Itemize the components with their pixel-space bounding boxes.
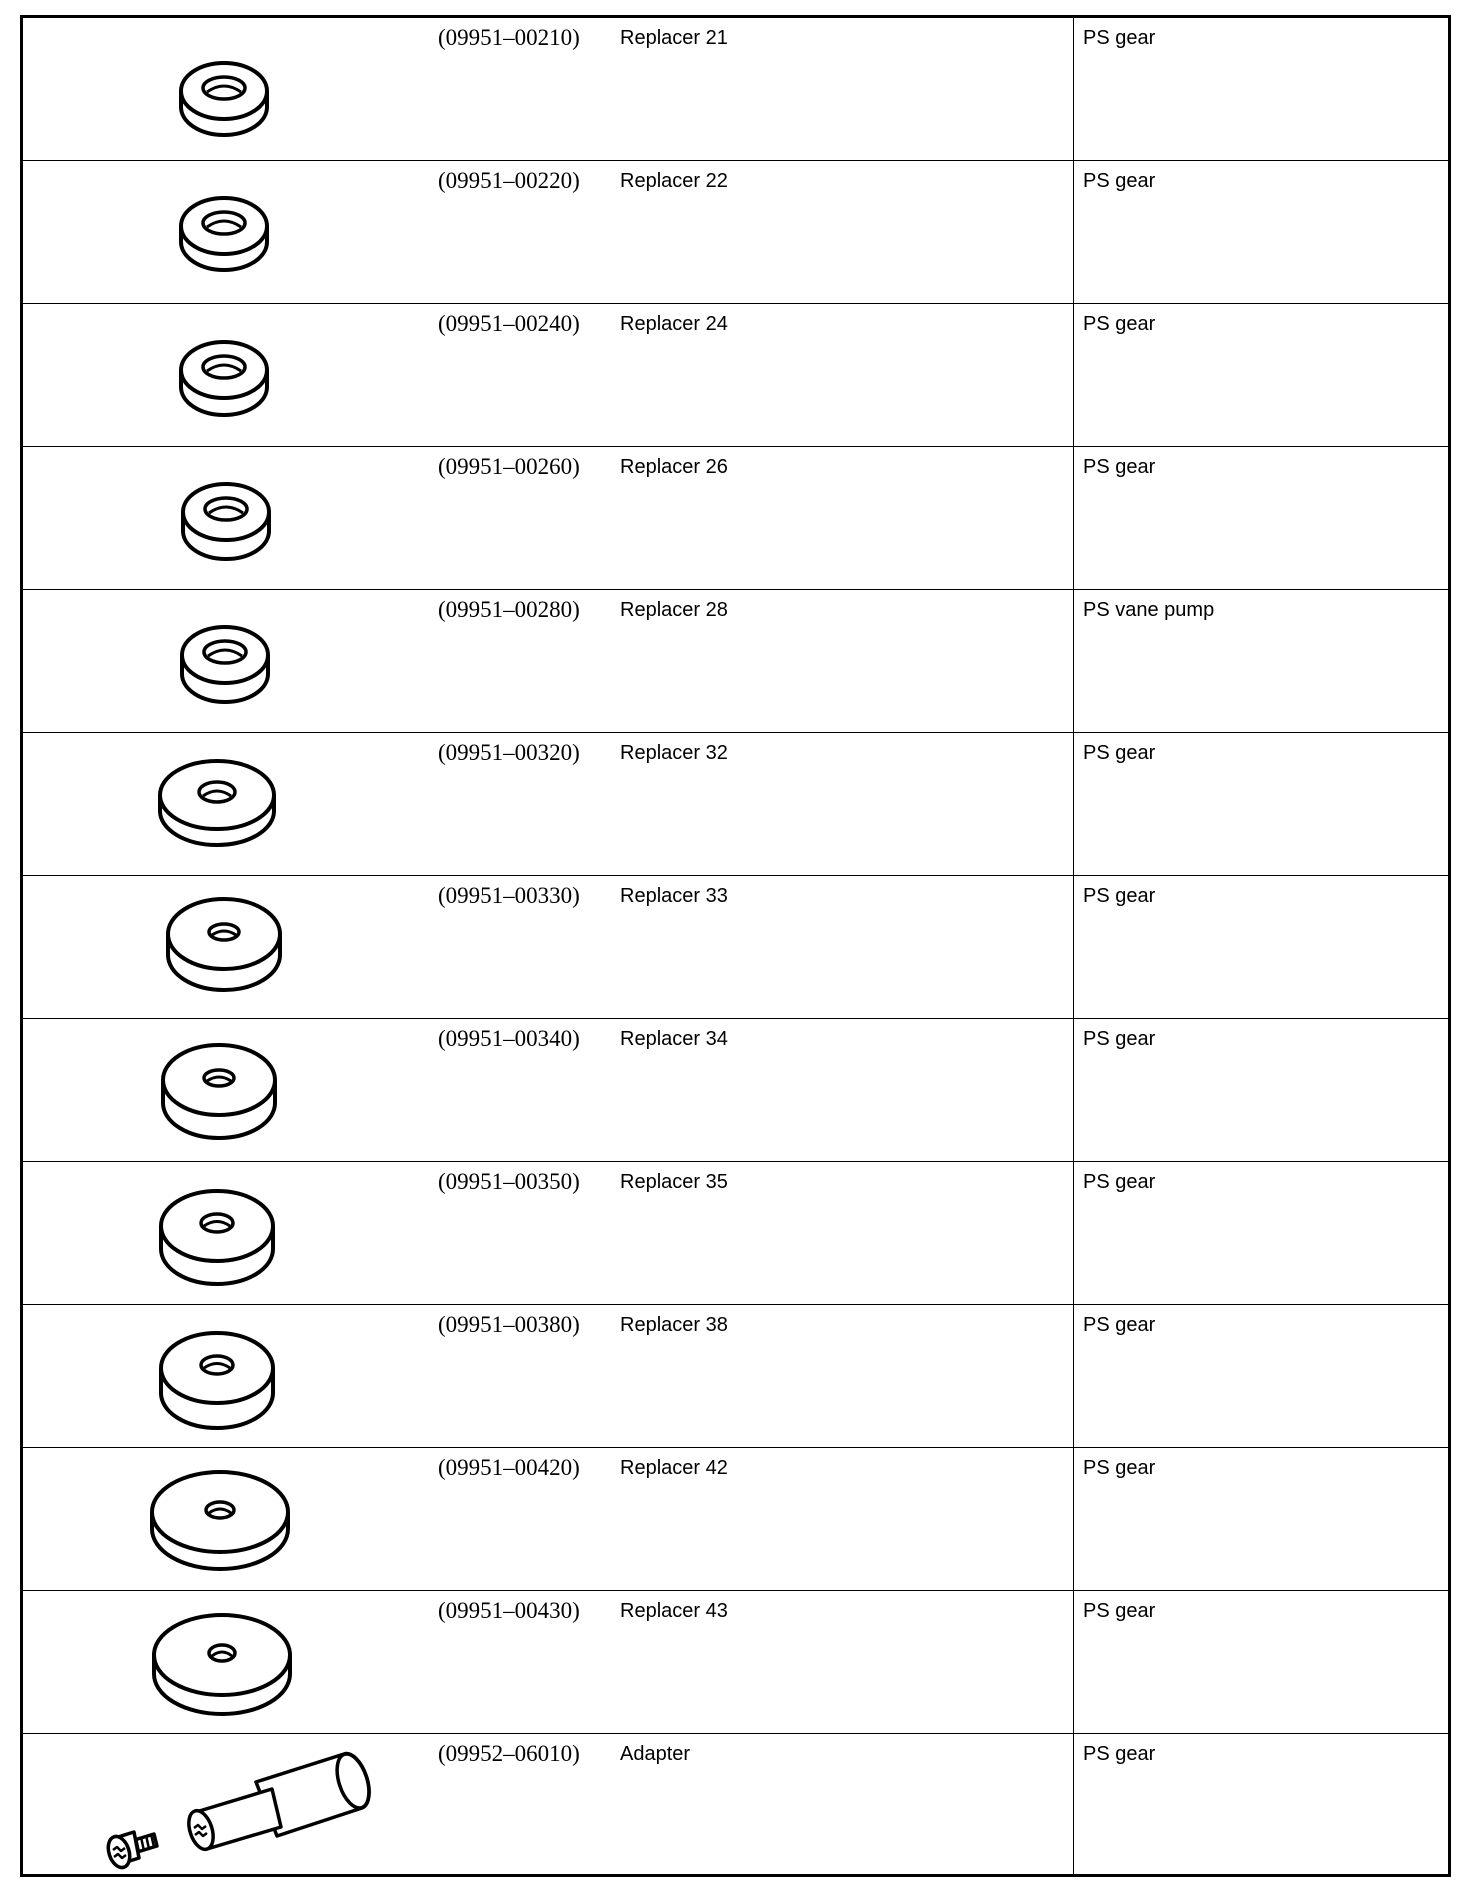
part-name: Replacer 35 <box>620 1171 728 1193</box>
column-divider <box>1073 1305 1074 1447</box>
part-usage: PS gear <box>1083 1743 1156 1765</box>
part-name: Replacer 22 <box>620 170 728 192</box>
part-usage: PS gear <box>1083 170 1156 192</box>
replacer-ring-icon <box>23 1162 443 1305</box>
part-name: Replacer 33 <box>620 885 728 907</box>
part-name: Replacer 24 <box>620 313 728 335</box>
part-number: (09951–00220) <box>438 168 580 193</box>
table-row <box>23 1305 1448 1448</box>
column-divider <box>1073 1162 1074 1304</box>
part-number: (09951–00330) <box>438 883 580 908</box>
column-divider <box>1073 447 1074 589</box>
part-number: (09951–00260) <box>438 454 580 479</box>
table-row <box>23 1448 1448 1591</box>
replacer-ring-icon <box>23 733 443 876</box>
replacer-ring-icon <box>23 876 443 1019</box>
table-row <box>23 1734 1448 1874</box>
table-row <box>23 876 1448 1019</box>
replacer-ring-icon <box>23 1019 443 1162</box>
part-usage: PS vane pump <box>1083 599 1215 621</box>
part-usage: PS gear <box>1083 1314 1156 1336</box>
part-number: (09952–06010) <box>438 1741 580 1766</box>
part-name: Replacer 26 <box>620 456 728 478</box>
table-row <box>23 304 1448 447</box>
part-name: Adapter <box>620 1743 691 1765</box>
part-name: Replacer 43 <box>620 1600 728 1622</box>
replacer-ring-icon <box>23 304 443 447</box>
table-row <box>23 1591 1448 1734</box>
table-row <box>23 161 1448 304</box>
column-divider <box>1073 1734 1074 1874</box>
replacer-ring-icon <box>23 590 443 733</box>
part-number: (09951–00210) <box>438 25 580 50</box>
sst-table <box>20 15 1451 1877</box>
part-usage: PS gear <box>1083 1028 1156 1050</box>
part-usage: PS gear <box>1083 313 1156 335</box>
column-divider <box>1073 1019 1074 1161</box>
table-row <box>23 18 1448 161</box>
part-name: Replacer 38 <box>620 1314 728 1336</box>
column-divider <box>1073 590 1074 732</box>
part-usage: PS gear <box>1083 1600 1156 1622</box>
part-name: Replacer 21 <box>620 27 728 49</box>
part-name: Replacer 32 <box>620 742 728 764</box>
part-number: (09951–00280) <box>438 597 580 622</box>
part-number: (09951–00380) <box>438 1312 580 1337</box>
part-usage: PS gear <box>1083 1457 1156 1479</box>
column-divider <box>1073 876 1074 1018</box>
column-divider <box>1073 161 1074 303</box>
part-number: (09951–00430) <box>438 1598 580 1623</box>
part-number: (09951–00240) <box>438 311 580 336</box>
table-row <box>23 590 1448 733</box>
adapter-bolt-icon <box>23 1734 443 1874</box>
part-usage: PS gear <box>1083 27 1156 49</box>
replacer-ring-icon <box>23 1448 443 1591</box>
part-usage: PS gear <box>1083 456 1156 478</box>
part-name: Replacer 34 <box>620 1028 728 1050</box>
column-divider <box>1073 304 1074 446</box>
part-usage: PS gear <box>1083 885 1156 907</box>
table-row <box>23 447 1448 590</box>
part-number: (09951–00320) <box>438 740 580 765</box>
replacer-ring-icon <box>23 161 443 304</box>
table-row <box>23 1019 1448 1162</box>
column-divider <box>1073 18 1074 160</box>
part-usage: PS gear <box>1083 1171 1156 1193</box>
column-divider <box>1073 1448 1074 1590</box>
part-number: (09951–00350) <box>438 1169 580 1194</box>
table-row <box>23 1162 1448 1305</box>
part-name: Replacer 42 <box>620 1457 728 1479</box>
replacer-ring-icon <box>23 18 443 161</box>
part-name: Replacer 28 <box>620 599 728 621</box>
part-number: (09951–00340) <box>438 1026 580 1051</box>
replacer-ring-icon <box>23 1305 443 1448</box>
column-divider <box>1073 1591 1074 1733</box>
part-number: (09951–00420) <box>438 1455 580 1480</box>
part-usage: PS gear <box>1083 742 1156 764</box>
column-divider <box>1073 733 1074 875</box>
table-row <box>23 733 1448 876</box>
replacer-ring-icon <box>23 1591 443 1734</box>
replacer-ring-icon <box>23 447 443 590</box>
